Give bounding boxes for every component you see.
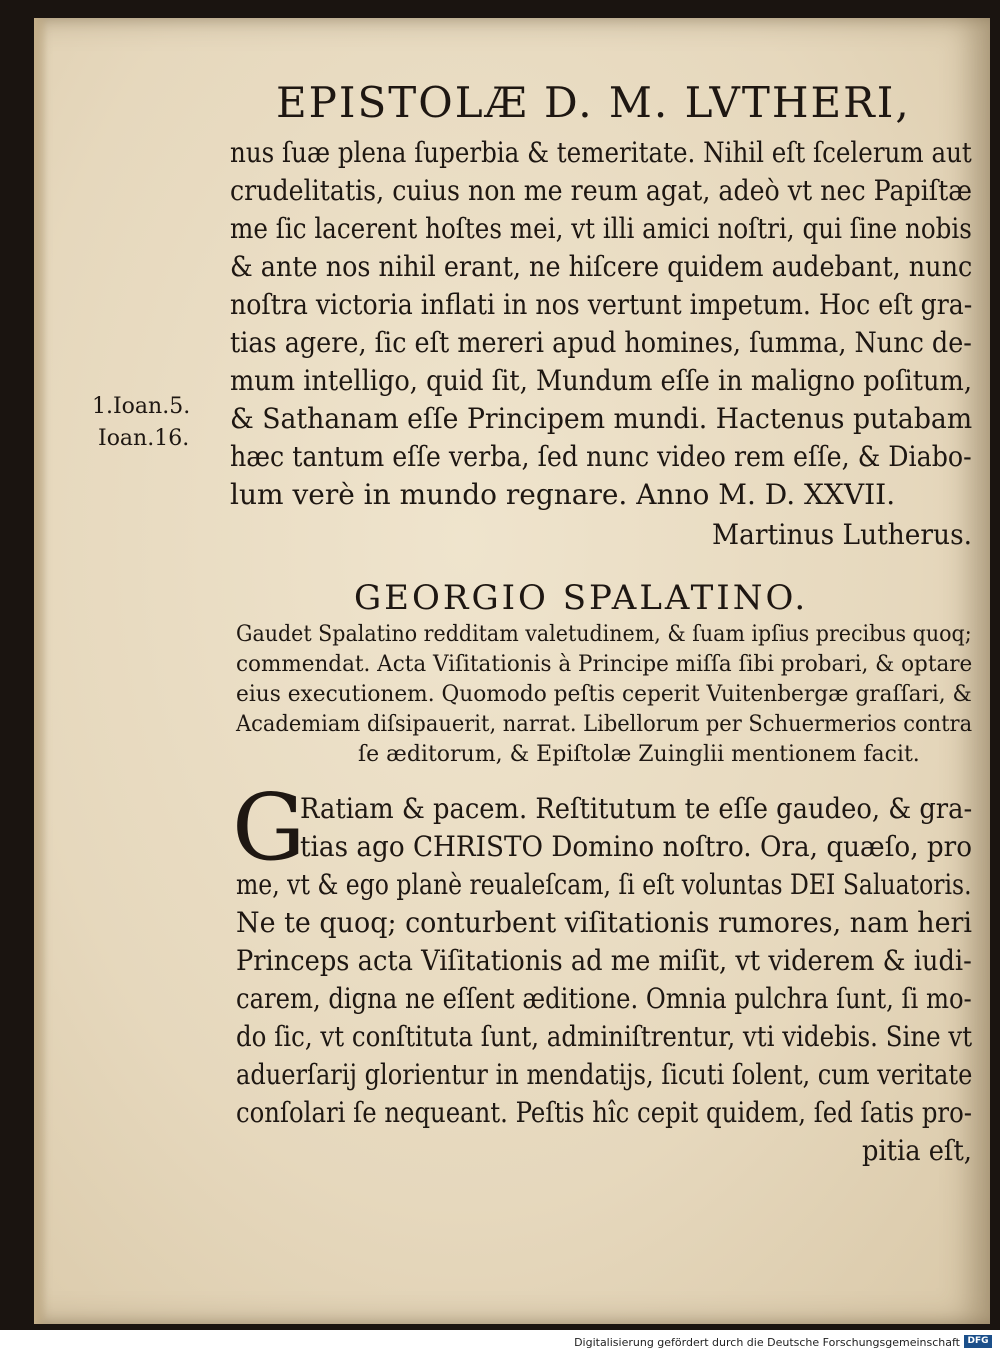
page-gutter: [34, 18, 48, 1324]
text-line: Ratiam & pacem. Reſtitutum te eſſe gaudeo, & gra-: [300, 792, 973, 825]
text-line: & ante nos nihil erant, ne hiſcere quidem audebant, nunc: [230, 250, 973, 283]
text-line: tias agere, ſic eſt mereri apud homines, ſumma, Nunc de-: [230, 326, 972, 359]
summary-line: ſe æditorum, & Epiſtolæ Zuinglii mentionem facit.: [358, 742, 920, 767]
margin-note: 1.Ioan.5.: [92, 394, 191, 419]
text-line: aduerſarij glorientur in mendatijs, ſicuti ſolent, cum veritate: [236, 1058, 973, 1091]
text-line: tias ago CHRISTO Domino noſtro. Ora, quæſo, pro: [300, 830, 973, 863]
margin-note: Ioan.16.: [98, 426, 190, 451]
text-line: nus ſuæ plena ſuperbia & temeritate. Nihil eſt ſcelerum aut: [230, 136, 972, 169]
summary-line: Academiam diſsipauerit, narrat. Libellorum per Schuermerios contra: [236, 712, 973, 737]
text-line: hæc tantum eſſe verba, ſed nunc video rem eſſe, & Diabo-: [230, 440, 972, 473]
text-line: Ne te quoq; conturbent viſitationis rumores, nam heri: [236, 906, 973, 939]
text-line: noſtra victoria inflati in nos vertunt impetum. Hoc eſt gra-: [230, 288, 973, 321]
text-line: Princeps acta Viſitationis ad me miſit, vt viderem & iudi-: [236, 944, 972, 977]
text-line: lum verè in mundo regnare. Anno M. D. XXVII.: [230, 478, 896, 511]
summary-line: commendat. Acta Viſitationis à Principe miſſa ſibi probari, & optare: [236, 652, 973, 677]
summary-line: eius executionem. Quomodo peſtis ceperit Vuitenbergæ graſſari, &: [236, 682, 972, 707]
text-line: pitia eſt,: [862, 1134, 972, 1167]
text-line: & Sathanam eſſe Principem mundi. Hactenus putabam: [230, 402, 973, 435]
section-title: GEORGIO SPALATINO.: [354, 578, 809, 618]
text-line: carem, digna ne eſſent æditione. Omnia pulchra ſunt, ſi mo-: [236, 982, 972, 1015]
running-head: EPISTOLÆ D. M. LVTHERI,: [276, 78, 911, 127]
text-line: mum intelligo, quid ſit, Mundum eſſe in maligno poſitum,: [230, 364, 972, 397]
text-line: conſolari ſe nequeant. Peſtis hîc cepit quidem, ſed ſatis pro-: [236, 1096, 972, 1129]
drop-cap: G: [232, 774, 306, 881]
summary-line: Gaudet Spalatino redditam valetudinem, & ſuam ipſius precibus quoq;: [236, 622, 972, 647]
text-line: do ſic, vt conſtituta ſunt, adminiſtrentur, vti videbis. Sine vt: [236, 1020, 973, 1053]
funding-note: Digitalisierung gefördert durch die Deutsche Forschungsgemeinschaft: [574, 1336, 960, 1349]
signature: Martinus Lutherus.: [712, 518, 973, 551]
text-line: crudelitatis, cuius non me reum agat, adeò vt nec Papiſtæ: [230, 174, 973, 207]
dfg-logo: DFG: [964, 1335, 992, 1348]
text-line: me, vt & ego planè reualeſcam, ſi eſt voluntas DEI Saluatoris.: [236, 868, 972, 901]
text-line: me ſic lacerent hoſtes mei, vt illi amici noſtri, qui ſine nobis: [230, 212, 972, 245]
